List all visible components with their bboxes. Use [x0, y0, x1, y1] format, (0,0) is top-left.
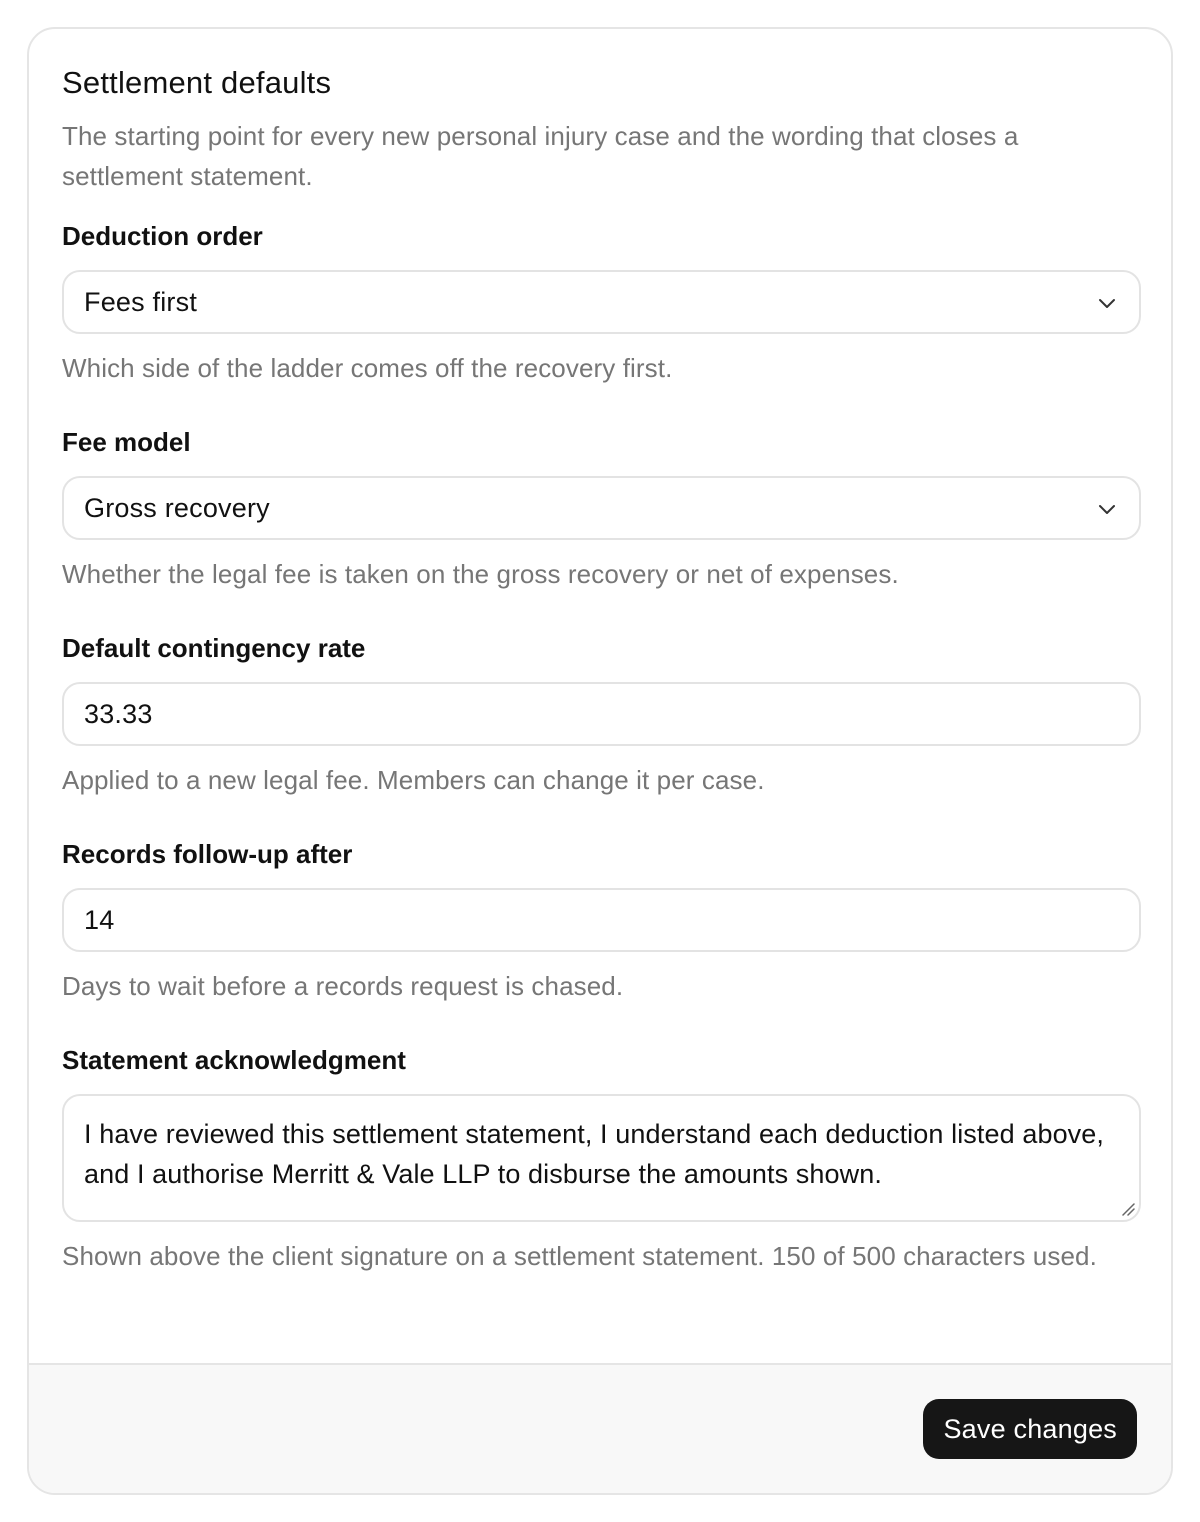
save-changes-button[interactable]: Save changes	[923, 1399, 1137, 1459]
field-records-followup	[62, 836, 1138, 1006]
fee-model-select[interactable]	[62, 476, 1141, 540]
fee-model-hint: Whether the legal fee is taken on the gross recovery or net of expenses.	[62, 559, 899, 589]
statement-acknowledgment-hint: Shown above the client signature on a settlement statement. 150 of 500 characters used.	[62, 1241, 1097, 1271]
field-statement-acknowledgment	[62, 1042, 1138, 1276]
contingency-rate-hint: Applied to a new legal fee. Members can change it per case.	[62, 765, 765, 795]
records-followup-hint: Days to wait before a records request is chased.	[62, 971, 624, 1001]
card-footer	[29, 1363, 1171, 1493]
field-deduction-order	[62, 218, 1138, 388]
section-description: The starting point for every new personal injury case and the wording that closes a settlement statement.	[62, 121, 1019, 191]
resize-handle-icon[interactable]	[1119, 1200, 1135, 1216]
deduction-order-value: Fees first	[84, 286, 198, 317]
field-fee-model	[62, 424, 1138, 594]
deduction-order-select[interactable]	[62, 270, 1141, 334]
fee-model-value: Gross recovery	[84, 492, 270, 523]
chevron-down-icon	[1097, 293, 1117, 313]
contingency-rate-value: 33.33	[84, 698, 153, 729]
deduction-order-hint: Which side of the ladder comes off the recovery first.	[62, 353, 673, 383]
contingency-rate-input[interactable]	[62, 682, 1141, 746]
records-followup-value: 14	[84, 904, 115, 935]
fee-model-label: Fee model	[62, 427, 191, 457]
deduction-order-label: Deduction order	[62, 221, 263, 251]
contingency-rate-label: Default contingency rate	[62, 633, 366, 663]
statement-acknowledgment-value: I have reviewed this settlement statement, I understand each deduction listed above, and I authorise Merritt & Vale LLP to disburse the amounts shown.	[84, 1119, 1105, 1189]
card-body	[29, 29, 1171, 1276]
settlement-defaults-card	[27, 27, 1173, 1495]
field-contingency-rate	[62, 630, 1138, 800]
records-followup-input[interactable]	[62, 888, 1141, 952]
chevron-down-icon	[1097, 499, 1117, 519]
records-followup-label: Records follow-up after	[62, 839, 353, 869]
statement-acknowledgment-textarea[interactable]	[62, 1094, 1141, 1222]
statement-acknowledgment-label: Statement acknowledgment	[62, 1045, 406, 1075]
section-title: Settlement defaults	[62, 65, 332, 100]
